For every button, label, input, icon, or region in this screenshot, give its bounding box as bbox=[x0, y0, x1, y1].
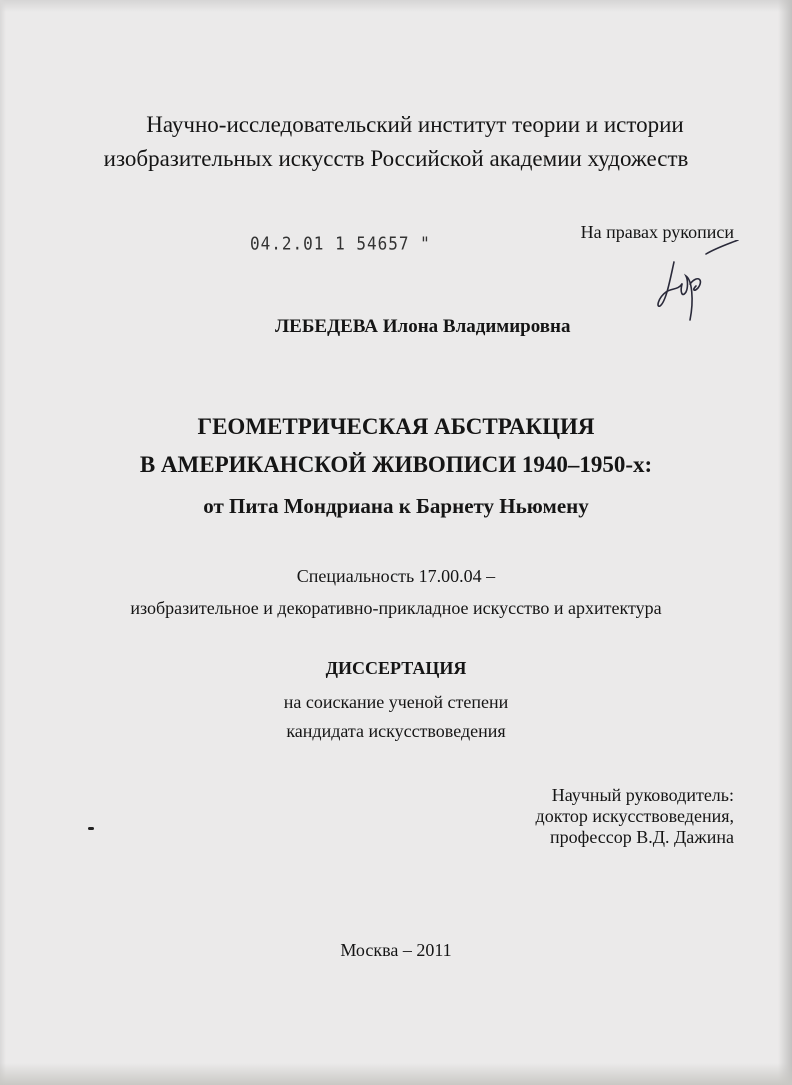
supervisor-heading: Научный руководитель: bbox=[551, 785, 734, 805]
rights-notice: На правах рукописи bbox=[580, 222, 734, 242]
author-name: ЛЕБЕДЕВА Илона Владимировна bbox=[275, 316, 571, 337]
title-line-2: В АМЕРИКАНСКОЙ ЖИВОПИСИ 1940–1950-х: bbox=[139, 452, 653, 477]
scan-shadow-top bbox=[0, 0, 792, 12]
supervisor-name: профессор В.Д. Дажина bbox=[550, 827, 734, 847]
institute-line-2: изобразительных искусств Российской академии художеств bbox=[103, 146, 689, 171]
degree-line-1: на соискание ученой степени bbox=[283, 692, 509, 712]
supervisor-block bbox=[536, 785, 734, 848]
ink-speck bbox=[88, 827, 94, 830]
institute-name bbox=[0, 108, 792, 176]
specialty-name: изобразительное и декоративно-прикладное искусство и архитектура bbox=[130, 598, 662, 618]
supervisor-degree: доктор искусствоведения, bbox=[535, 806, 734, 826]
accession-stamp: 04.2.01 1 54657 " bbox=[250, 233, 431, 254]
degree-line-2: кандидата искусствоведения bbox=[286, 721, 506, 741]
institute-line-1: Научно-исследовательский институт теории и истории bbox=[146, 112, 684, 137]
title-line-1: ГЕОМЕТРИЧЕСКАЯ АБСТРАКЦИЯ bbox=[197, 414, 595, 439]
specialty-code: Специальность 17.00.04 – bbox=[296, 566, 496, 586]
signature-icon bbox=[652, 240, 742, 330]
title-line-3: от Пита Мондриана к Барнету Ньюмену bbox=[203, 494, 589, 518]
scan-shadow-bottom bbox=[0, 1063, 792, 1085]
dissertation-label: ДИССЕРТАЦИЯ bbox=[325, 658, 467, 678]
city-year: Москва – 2011 bbox=[340, 940, 452, 960]
